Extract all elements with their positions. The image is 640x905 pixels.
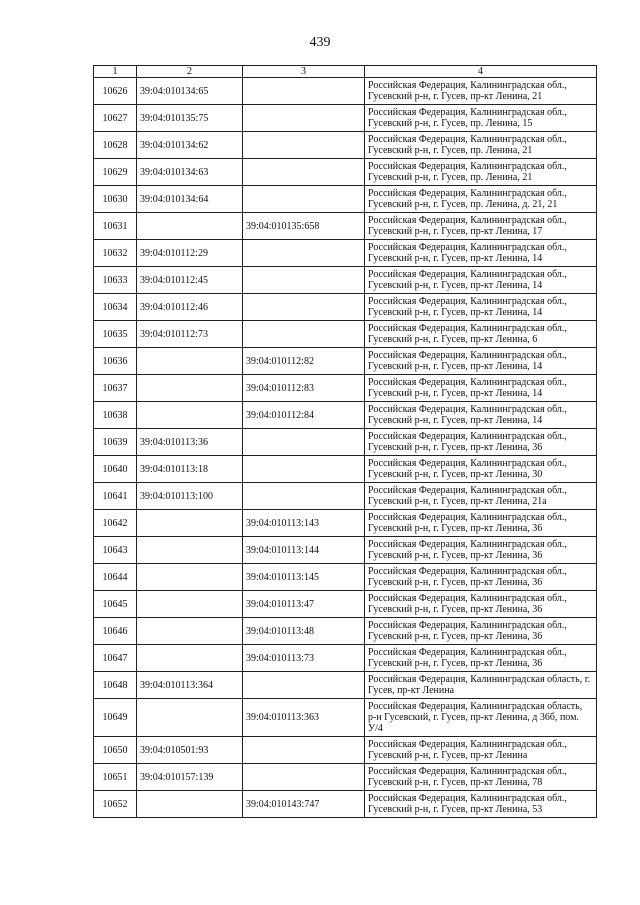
row-number-cell: 10640	[94, 456, 137, 483]
table-row	[94, 402, 597, 429]
row-number-cell: 10632	[94, 240, 137, 267]
row-number-cell: 10644	[94, 564, 137, 591]
cadastral-number-cell: 39:04:010157:139	[137, 764, 243, 791]
linked-cadastral-number-cell: 39:04:010113:73	[243, 645, 365, 672]
table-row	[94, 791, 597, 818]
cadastral-number-cell: 39:04:010112:45	[137, 267, 243, 294]
row-number-cell: 10630	[94, 186, 137, 213]
cadastral-number-cell: 39:04:010134:62	[137, 132, 243, 159]
row-number-cell: 10649	[94, 699, 137, 737]
linked-cadastral-number-cell	[243, 764, 365, 791]
table-row	[94, 764, 597, 791]
linked-cadastral-number-cell: 39:04:010113:363	[243, 699, 365, 737]
address-cell: Российская Федерация, Калининградская обл., Гусевский р-н, г. Гусев, пр. Ленина, д. 21, 21	[365, 186, 597, 213]
address-cell: Российская Федерация, Калининградская обл., Гусевский р-н, г. Гусев, пр-кт Ленина, 21а	[365, 483, 597, 510]
address-cell: Российская Федерация, Калининградская обл., Гусевский р-н, г. Гусев, пр. Ленина, 21	[365, 159, 597, 186]
linked-cadastral-number-cell: 39:04:010112:84	[243, 402, 365, 429]
cadastral-number-cell	[137, 645, 243, 672]
linked-cadastral-number-cell: 39:04:010113:47	[243, 591, 365, 618]
linked-cadastral-number-cell	[243, 672, 365, 699]
cadastral-number-cell: 39:04:010134:64	[137, 186, 243, 213]
linked-cadastral-number-cell: 39:04:010143:747	[243, 791, 365, 818]
row-number-cell: 10646	[94, 618, 137, 645]
address-cell: Российская Федерация, Калининградская обл., Гусевский р-н, г. Гусев, пр-кт Ленина, 14	[365, 267, 597, 294]
cadastral-number-cell: 39:04:010113:364	[137, 672, 243, 699]
page-number: 439	[309, 35, 331, 50]
cadastral-number-cell	[137, 213, 243, 240]
row-number-cell: 10637	[94, 375, 137, 402]
table-row	[94, 186, 597, 213]
address-cell: Российская Федерация, Калининградская обл., Гусевский р-н, г. Гусев, пр-кт Ленина, 78	[365, 764, 597, 791]
table-row	[94, 213, 597, 240]
table-row	[94, 618, 597, 645]
cadastral-number-cell: 39:04:010112:46	[137, 294, 243, 321]
row-number-cell: 10634	[94, 294, 137, 321]
table-row	[94, 737, 597, 764]
table-row	[94, 159, 597, 186]
cadastral-number-cell: 39:04:010134:65	[137, 78, 243, 105]
cadastral-number-cell: 39:04:010112:73	[137, 321, 243, 348]
table-row	[94, 510, 597, 537]
table-row	[94, 645, 597, 672]
row-number-cell: 10627	[94, 105, 137, 132]
table-row	[94, 483, 597, 510]
column-header-1: 1	[94, 66, 137, 78]
linked-cadastral-number-cell	[243, 105, 365, 132]
table-row	[94, 456, 597, 483]
linked-cadastral-number-cell	[243, 186, 365, 213]
linked-cadastral-number-cell	[243, 321, 365, 348]
column-header-3: 3	[243, 66, 365, 78]
row-number-cell: 10641	[94, 483, 137, 510]
cadastral-number-cell	[137, 375, 243, 402]
linked-cadastral-number-cell: 39:04:010113:145	[243, 564, 365, 591]
linked-cadastral-number-cell	[243, 267, 365, 294]
row-number-cell: 10638	[94, 402, 137, 429]
row-number-cell: 10626	[94, 78, 137, 105]
linked-cadastral-number-cell: 39:04:010112:82	[243, 348, 365, 375]
address-cell: Российская Федерация, Калининградская область, г. Гусев, пр-кт Ленина	[365, 672, 597, 699]
table-row	[94, 240, 597, 267]
address-cell: Российская Федерация, Калининградская обл., Гусевский р-н, г. Гусев, пр-кт Ленина, 14	[365, 402, 597, 429]
cadastral-number-cell	[137, 510, 243, 537]
address-cell: Российская Федерация, Калининградская обл., Гусевский р-н, г. Гусев, пр-кт Ленина, 6	[365, 321, 597, 348]
table-row	[94, 375, 597, 402]
table-row	[94, 132, 597, 159]
cadastral-number-cell	[137, 591, 243, 618]
row-number-cell: 10635	[94, 321, 137, 348]
row-number-cell: 10633	[94, 267, 137, 294]
linked-cadastral-number-cell: 39:04:010113:144	[243, 537, 365, 564]
cadastral-number-cell	[137, 618, 243, 645]
row-number-cell: 10648	[94, 672, 137, 699]
linked-cadastral-number-cell	[243, 78, 365, 105]
linked-cadastral-number-cell	[243, 240, 365, 267]
row-number-cell: 10636	[94, 348, 137, 375]
table-row	[94, 672, 597, 699]
address-cell: Российская Федерация, Калининградская обл., Гусевский р-н, г. Гусев, пр-кт Ленина, 17	[365, 213, 597, 240]
cadastral-number-cell	[137, 791, 243, 818]
table-row	[94, 321, 597, 348]
table-row	[94, 564, 597, 591]
cadastral-number-cell: 39:04:010112:29	[137, 240, 243, 267]
row-number-cell: 10639	[94, 429, 137, 456]
address-cell: Российская Федерация, Калининградская область, р-н Гусевский, г. Гусев, пр-кт Ленина, д 36б, пом. У/4	[365, 699, 597, 737]
address-cell: Российская Федерация, Калининградская обл., Гусевский р-н, г. Гусев, пр-кт Ленина, 36	[365, 429, 597, 456]
cadastral-number-cell: 39:04:010113:36	[137, 429, 243, 456]
address-cell: Российская Федерация, Калининградская обл., Гусевский р-н, г. Гусев, пр-кт Ленина, 36	[365, 591, 597, 618]
row-number-cell: 10628	[94, 132, 137, 159]
table-row	[94, 267, 597, 294]
cadastral-number-cell	[137, 402, 243, 429]
table-body	[94, 78, 597, 818]
row-number-cell: 10652	[94, 791, 137, 818]
address-cell: Российская Федерация, Калининградская обл., Гусевский р-н, г. Гусев, пр-кт Ленина, 36	[365, 564, 597, 591]
linked-cadastral-number-cell: 39:04:010135:658	[243, 213, 365, 240]
row-number-cell: 10647	[94, 645, 137, 672]
cadastral-number-cell	[137, 348, 243, 375]
address-cell: Российская Федерация, Калининградская обл., Гусевский р-н, г. Гусев, пр-кт Ленина, 14	[365, 240, 597, 267]
address-cell: Российская Федерация, Калининградская обл., Гусевский р-н, г. Гусев, пр. Ленина, 15	[365, 105, 597, 132]
linked-cadastral-number-cell	[243, 456, 365, 483]
table-header-row	[94, 66, 597, 78]
row-number-cell: 10631	[94, 213, 137, 240]
registry-table	[93, 65, 597, 818]
address-cell: Российская Федерация, Калининградская обл., Гусевский р-н, г. Гусев, пр-кт Ленина, 14	[365, 294, 597, 321]
linked-cadastral-number-cell	[243, 159, 365, 186]
address-cell: Российская Федерация, Калининградская обл., Гусевский р-н, г. Гусев, пр-кт Ленина, 36	[365, 618, 597, 645]
address-cell: Российская Федерация, Калининградская обл., Гусевский р-н, г. Гусев, пр-кт Ленина, 36	[365, 645, 597, 672]
linked-cadastral-number-cell	[243, 294, 365, 321]
linked-cadastral-number-cell	[243, 737, 365, 764]
address-cell: Российская Федерация, Калининградская обл., Гусевский р-н, г. Гусев, пр-кт Ленина, 36	[365, 537, 597, 564]
cadastral-number-cell	[137, 564, 243, 591]
cadastral-number-cell: 39:04:010501:93	[137, 737, 243, 764]
cadastral-number-cell: 39:04:010134:63	[137, 159, 243, 186]
table-row	[94, 591, 597, 618]
linked-cadastral-number-cell	[243, 483, 365, 510]
column-header-2: 2	[137, 66, 243, 78]
table-row	[94, 699, 597, 737]
row-number-cell: 10643	[94, 537, 137, 564]
address-cell: Российская Федерация, Калининградская обл., Гусевский р-н, г. Гусев, пр-кт Ленина, 21	[365, 78, 597, 105]
cadastral-number-cell: 39:04:010135:75	[137, 105, 243, 132]
linked-cadastral-number-cell: 39:04:010113:143	[243, 510, 365, 537]
cadastral-number-cell: 39:04:010113:100	[137, 483, 243, 510]
linked-cadastral-number-cell: 39:04:010112:83	[243, 375, 365, 402]
table-row	[94, 537, 597, 564]
row-number-cell: 10650	[94, 737, 137, 764]
address-cell: Российская Федерация, Калининградская обл., Гусевский р-н, г. Гусев, пр-кт Ленина, 14	[365, 348, 597, 375]
row-number-cell: 10629	[94, 159, 137, 186]
address-cell: Российская Федерация, Калининградская обл., Гусевский р-н, г. Гусев, пр. Ленина, 21	[365, 132, 597, 159]
cadastral-number-cell	[137, 699, 243, 737]
table-row	[94, 294, 597, 321]
linked-cadastral-number-cell	[243, 132, 365, 159]
row-number-cell: 10645	[94, 591, 137, 618]
cadastral-number-cell	[137, 537, 243, 564]
column-header-4: 4	[365, 66, 597, 78]
address-cell: Российская Федерация, Калининградская обл., Гусевский р-н, г. Гусев, пр-кт Ленина, 36	[365, 510, 597, 537]
row-number-cell: 10642	[94, 510, 137, 537]
table-row	[94, 105, 597, 132]
table-row	[94, 429, 597, 456]
table-row	[94, 78, 597, 105]
table-row	[94, 348, 597, 375]
row-number-cell: 10651	[94, 764, 137, 791]
cadastral-number-cell: 39:04:010113:18	[137, 456, 243, 483]
address-cell: Российская Федерация, Калининградская обл., Гусевский р-н, г. Гусев, пр-кт Ленина, 14	[365, 375, 597, 402]
address-cell: Российская Федерация, Калининградская обл., Гусевский р-н, г. Гусев, пр-кт Ленина	[365, 737, 597, 764]
address-cell: Российская Федерация, Калининградская обл., Гусевский р-н, г. Гусев, пр-кт Ленина, 53	[365, 791, 597, 818]
address-cell: Российская Федерация, Калининградская обл., Гусевский р-н, г. Гусев, пр-кт Ленина, 30	[365, 456, 597, 483]
linked-cadastral-number-cell: 39:04:010113:48	[243, 618, 365, 645]
linked-cadastral-number-cell	[243, 429, 365, 456]
